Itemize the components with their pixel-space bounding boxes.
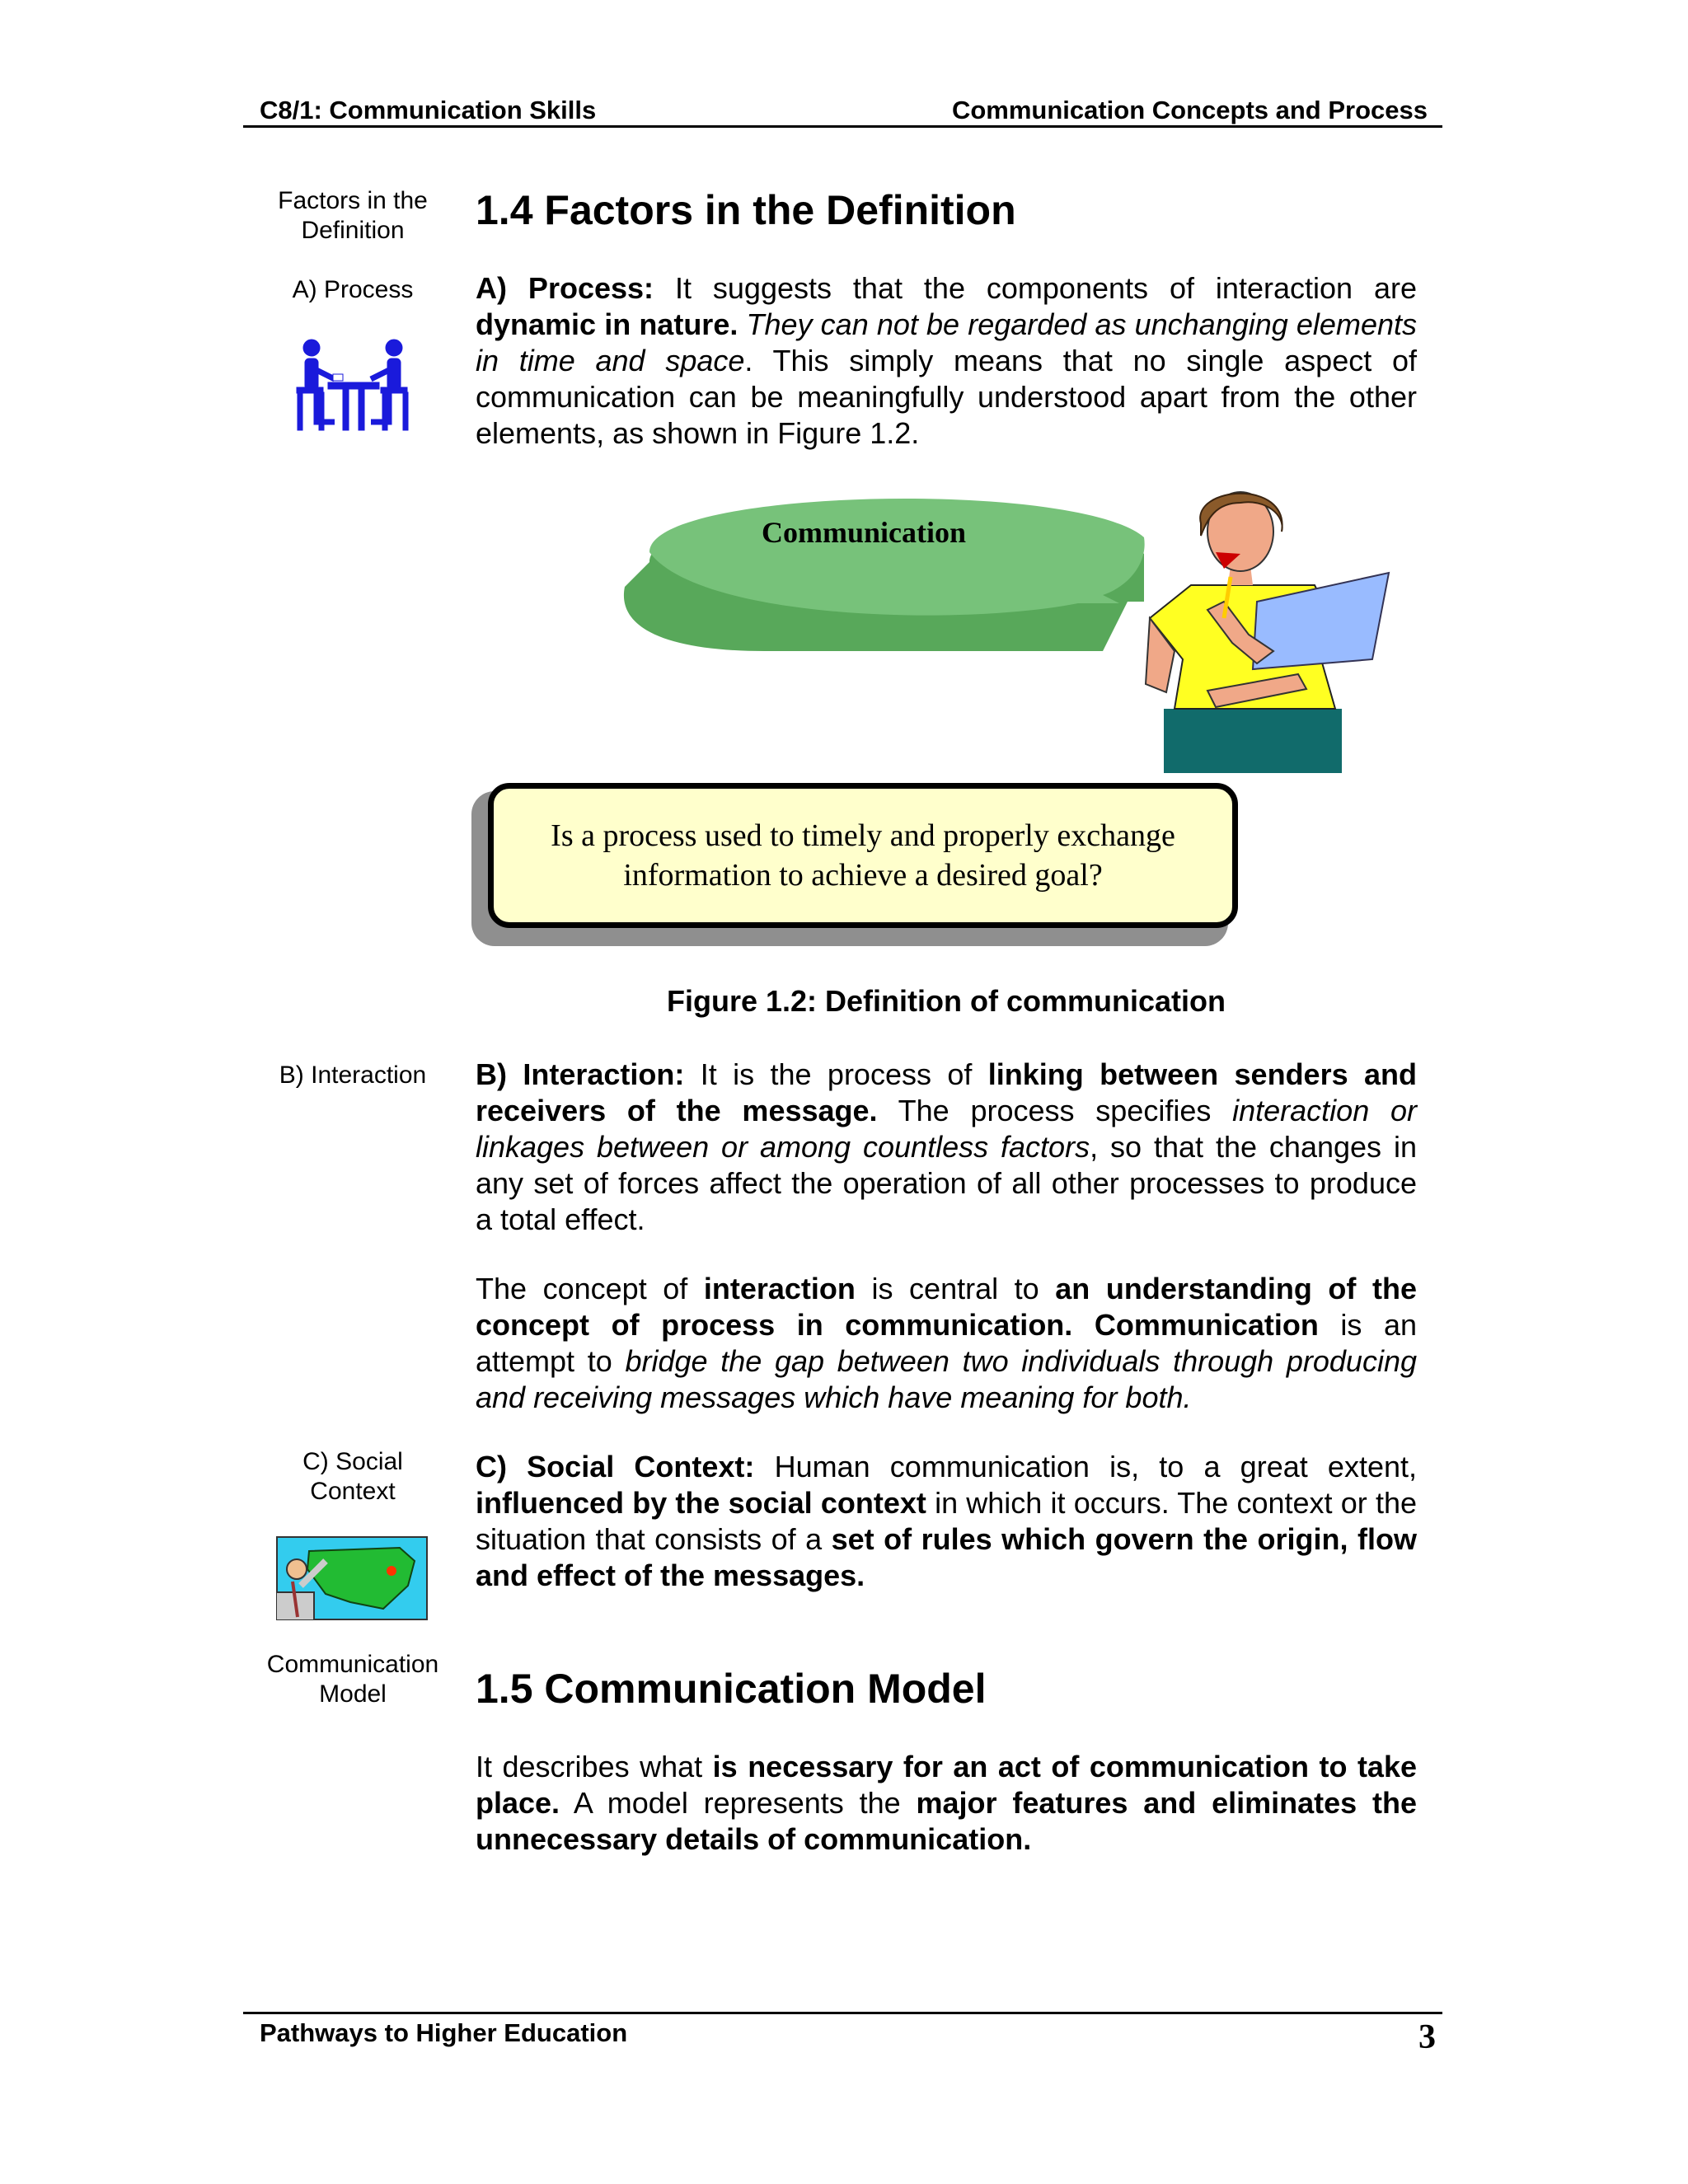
paragraph-social-context [476, 1449, 1417, 1594]
paragraph-model [476, 1749, 1417, 1858]
bold-run: major features and eliminates the unnecessary details of communication. [476, 1786, 1417, 1856]
header-rule [243, 125, 1442, 128]
bold-run: is necessary for an act of communication to take place. [476, 1750, 1417, 1820]
margin-note-model: Communication Model [266, 1651, 439, 1708]
paragraph-interaction-concept [476, 1271, 1417, 1416]
italic-run: They can not be regarded as unchanging elements in time and space [476, 307, 1417, 377]
text-run: in which it occurs. The context or the situation that consists of a [476, 1486, 1417, 1556]
margin-note-factors: Factors in the Definition [278, 187, 428, 244]
definition-text: Is a process used to timely and properly exchange information to achieve a desired goal? [551, 818, 1175, 893]
header-chapter-title: Communication Concepts and Process [951, 96, 1428, 124]
section-heading-1-4: 1.4 Factors in the Definition [476, 187, 1016, 233]
speech-bubble [617, 480, 1152, 659]
section-heading-1-5: 1.5 Communication Model [476, 1666, 987, 1712]
text-run: , so that the changes in any set of forces affect the operation of all other processes to produce a total effect. [476, 1130, 1417, 1236]
text-run: is central to [855, 1272, 1056, 1305]
page-number: 3 [1418, 2018, 1436, 2056]
text-run: It describes what [476, 1750, 713, 1783]
text-run: It suggests that the components of interaction are [654, 271, 1417, 305]
footer-title: Pathways to Higher Education [260, 2018, 628, 2047]
bold-run: influenced by the social context [476, 1486, 926, 1520]
bold-run: an understanding of the concept of process in communication. Communication [476, 1272, 1417, 1342]
text-run: It is the process of [684, 1057, 988, 1091]
term-social-context: C) Social Context: [476, 1450, 755, 1483]
header-course-title: C8/1: Communication Skills [260, 96, 597, 124]
text-run: Human communication is, to a great extent, [754, 1450, 1417, 1483]
text-run: The concept of [476, 1272, 704, 1305]
bold-run: dynamic in nature. [476, 307, 738, 341]
margin-note-social-context: C) Social Context [302, 1448, 403, 1505]
meeting-people-icon [295, 336, 412, 434]
bold-run: linking between senders and receivers of the message. [476, 1057, 1417, 1127]
footer-rule [243, 2012, 1442, 2014]
bold-run: set of rules which govern the origin, flow and effect of the messages. [476, 1522, 1417, 1592]
margin-note-process: A) Process [292, 276, 414, 303]
term-process: A) Process: [476, 271, 654, 305]
text-run: . This simply means that no single aspect of communication can be meaningfully understood apart from the other elements, as shown in Figure 1.2. [476, 344, 1417, 450]
text-run: The process specifies [877, 1094, 1233, 1127]
figure-caption: Figure 1.2: Definition of communication [666, 984, 1226, 1018]
text-run [738, 307, 746, 341]
presenter-map-icon [276, 1536, 428, 1620]
paragraph-process [476, 270, 1417, 452]
margin-note-interaction: B) Interaction [279, 1062, 427, 1089]
bold-run: interaction [703, 1272, 856, 1305]
paragraph-interaction [476, 1057, 1417, 1238]
definition-box [488, 783, 1238, 928]
italic-run: bridge the gap between two individuals through producing and receiving messages which have meaning for both. [476, 1344, 1417, 1414]
term-interaction: B) Interaction: [476, 1057, 685, 1091]
italic-run: interaction or linkages between or among countless factors [476, 1094, 1417, 1164]
thinking-woman-illustration [1142, 486, 1393, 773]
text-run: A model represents the [560, 1786, 917, 1820]
text-run: is an attempt to [476, 1308, 1417, 1378]
speech-bubble-label: Communication [761, 516, 966, 549]
